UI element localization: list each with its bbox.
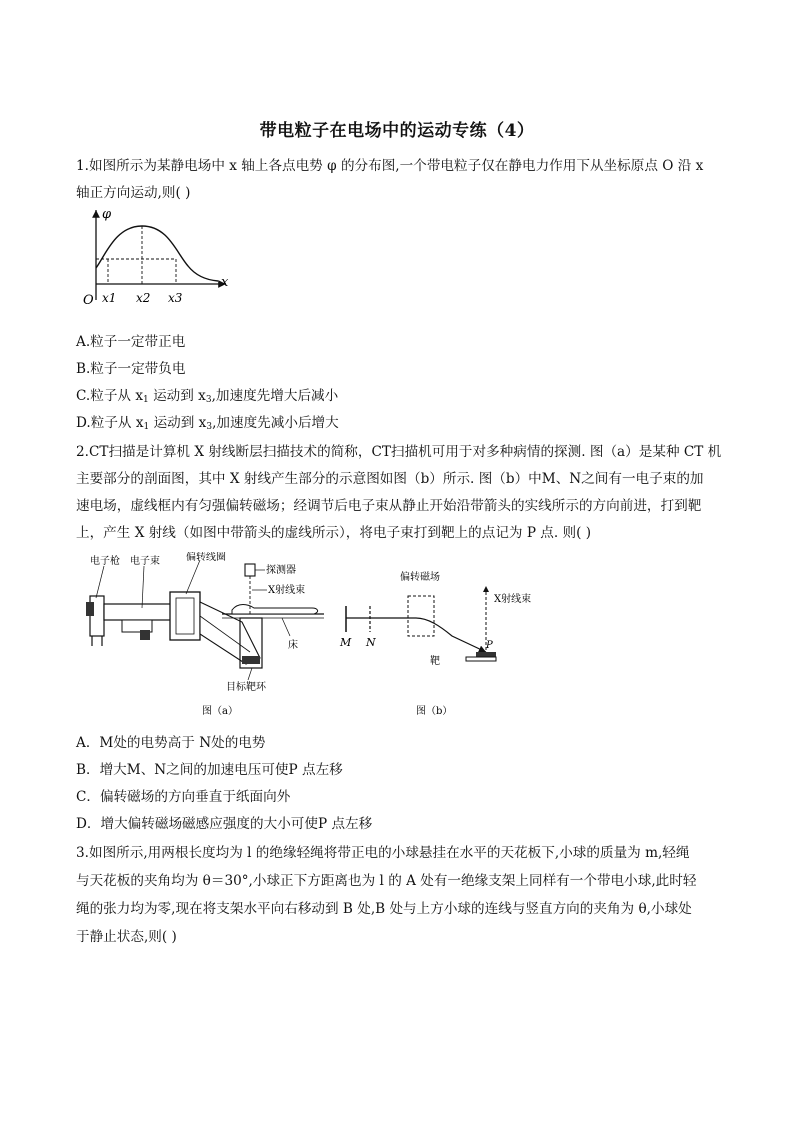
q2-option-b: B．增大M、N之间的加速电压可使P 点左移: [76, 762, 343, 778]
q1-option-c-mid: 运动到 x: [148, 388, 206, 404]
q2-tube: [104, 604, 174, 620]
q2-label-target-ring: 目标靶环: [226, 682, 266, 693]
q1-option-a: A.粒子一定带正电: [76, 334, 186, 350]
q2-detector: [245, 564, 255, 576]
q1-option-d-pre: D.粒子从 x: [76, 415, 144, 431]
q2-deflection-coil: [170, 592, 200, 640]
q2-tube-stand-block: [140, 630, 150, 640]
q3-stem-line3: 绳的张力均为零,现在将支架水平向右移动到 B 处,B 处与上方小球的连线与竖直方向的夹角为 θ,小球处: [76, 901, 692, 917]
q1-option-c-sub3: 3: [205, 395, 212, 405]
q1-option-c-post: ,加速度先增大后减小: [211, 388, 339, 404]
q2-label-m: M: [340, 636, 352, 649]
q2-target: [476, 652, 496, 657]
q1-option-c-sub1: 1: [143, 395, 149, 405]
q2-figure-a-ct-machine: [82, 552, 332, 718]
q2-figure-b-xray-schematic: [336, 566, 546, 718]
q1-option-d-mid: 运动到 x: [149, 415, 207, 431]
q2-label-coil: 偏转线圈: [186, 552, 226, 563]
q2-label-p: P: [486, 640, 493, 651]
q2-leader-bed: [282, 618, 290, 636]
q2-stem-line4: 上，产生 X 射线（如图中带箭头的虚线所示），将电子束打到靶上的点记为 P 点. 则( ): [76, 525, 592, 541]
q2-label-bed: 床: [288, 640, 298, 651]
q2-stem-line3: 速电场，虚线框内有匀强偏转磁场；经调节后电子束从静止开始沿带箭头的实线所示的方向前进，打到靶: [76, 498, 702, 514]
q2-label-detector: 探测器: [266, 565, 296, 576]
q2-label-xray-b: X射线束: [494, 594, 532, 605]
q1-tick-x3: x3: [168, 291, 183, 305]
q1-option-d-post: ,加速度先减小后增大: [212, 415, 339, 431]
q1-stem-line2: 轴正方向运动,则( ): [76, 185, 191, 201]
q2-label-target: 靶: [430, 656, 440, 667]
q2-target-base: [466, 657, 496, 661]
q2-leader-coil: [186, 560, 200, 594]
q1-potential-graph: [76, 204, 246, 316]
q1-option-b: B.粒子一定带负电: [76, 361, 186, 377]
q1-origin-label: O: [83, 293, 94, 308]
q1-tick-x1: x1: [102, 291, 117, 305]
q2-fig-a-caption: 图（a）: [202, 706, 238, 717]
q2-label-beam: 电子束: [130, 556, 160, 567]
q3-stem-line2: 与天花板的夹角均为 θ＝30°,小球正下方距离也为 l 的 A 处有一绝缘支架上同样有一个带电小球,此时轻: [76, 873, 697, 889]
q1-potential-curve: [96, 226, 218, 281]
q2-option-a: A．M处的电势高于 N处的电势: [76, 735, 266, 751]
q1-option-d: [76, 411, 339, 432]
q2-gun-block: [86, 602, 94, 616]
q2-fig-b-caption: 图（b）: [416, 706, 453, 717]
q3-stem-line1: 3.如图所示,用两根长度均为 l 的绝缘轻绳将带正电的小球悬挂在水平的天花板下,小球的质量为 m,轻绳: [76, 845, 690, 861]
q2-leader-ring: [248, 668, 252, 680]
q1-stem-line1: 1.如图所示为某静电场中 x 轴上各点电势 φ 的分布图,一个带电粒子仅在静电力作用下从坐标原点 O 沿 x: [76, 158, 704, 174]
q2-label-field: 偏转磁场: [400, 572, 440, 583]
page-title: 带电粒子在电场中的运动专练（4）: [259, 121, 535, 141]
q2-label-n: N: [366, 636, 376, 649]
q2-option-c: C．偏转磁场的方向垂直于纸面向外: [76, 789, 291, 805]
q1-option-c-pre: C.粒子从 x: [76, 388, 144, 404]
q1-option-d-sub1: 1: [143, 422, 150, 432]
q2-label-gun: 电子枪: [90, 556, 120, 567]
q3-stem-line4: 于静止状态,则( ): [76, 929, 177, 945]
q2-stem-line2: 主要部分的剖面图，其中 X 射线产生部分的示意图如图（b）所示. 图（b）中M、N之间有一电子束的加: [76, 471, 704, 487]
q1-option-d-sub3: 3: [206, 422, 213, 432]
q1-x-label: x: [221, 275, 229, 290]
q2-label-xray: X射线束: [268, 585, 306, 596]
q1-tick-x2: x2: [136, 291, 151, 305]
q2-field-box: [408, 596, 434, 636]
q1-y-label: φ: [102, 207, 112, 222]
q1-option-c: [76, 384, 338, 405]
q2-leader-gun: [96, 566, 104, 598]
q2-leader-beam: [142, 566, 144, 608]
q2-option-d: D．增大偏转磁场磁感应强度的大小可使P 点左移: [76, 816, 373, 832]
q2-target-ring-base: [242, 656, 260, 664]
q2-stem-line1: 2.CT扫描是计算机 X 射线断层扫描技术的简称，CT扫描机可用于对多种病情的探测. 图（a）是某种 CT 机: [76, 444, 722, 460]
q2-patient: [232, 605, 318, 615]
